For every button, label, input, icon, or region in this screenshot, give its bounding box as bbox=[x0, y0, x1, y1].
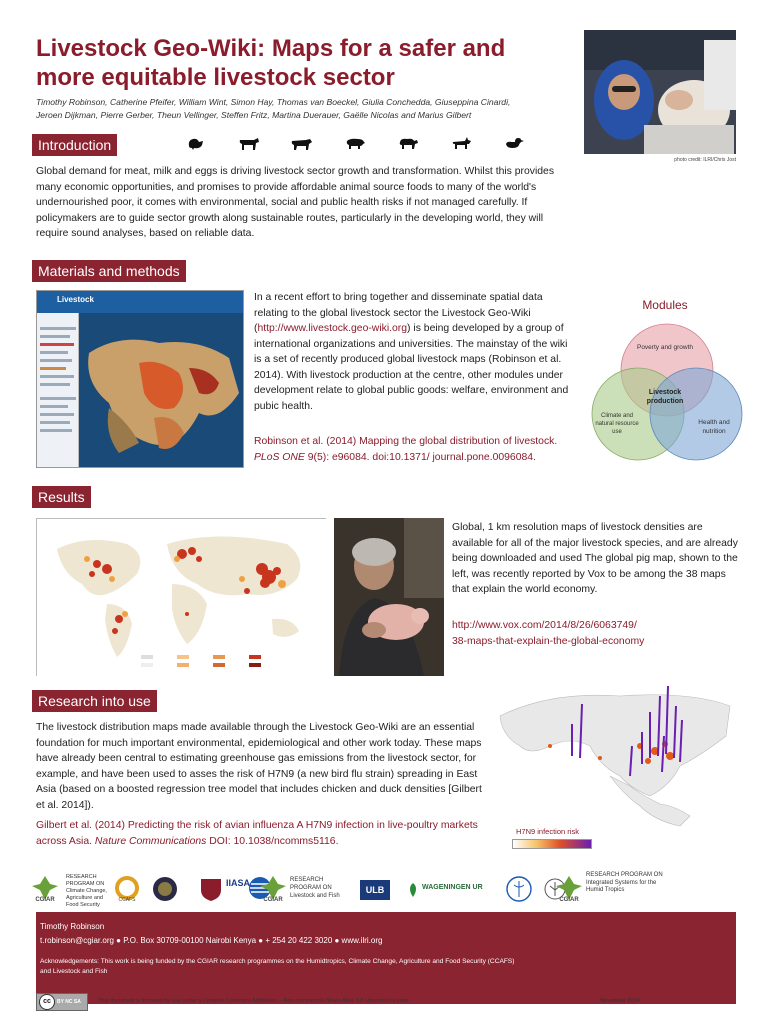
ccafs-program-text: RESEARCH PROGRAM ON Climate Change, Agriculture and Food Security bbox=[66, 874, 107, 908]
fao-logo-icon bbox=[506, 876, 532, 902]
ilri-years-word: YEARS bbox=[680, 968, 736, 982]
research-ref-journal: Nature Communications bbox=[94, 835, 207, 847]
global-pig-map-graphic bbox=[37, 519, 327, 677]
h7n9-legend-label: H7N9 infection risk bbox=[516, 827, 579, 836]
duck-icon bbox=[503, 136, 525, 150]
authors-line-2: Jeroen Dijkman, Pierre Gerber, Theun Vellinger, Steffen Fritz, Martina Duerauer, Gaëlle Nicolas and Marius Gilbert bbox=[36, 110, 472, 120]
footer-ack-line-2: and Livestock and Fish bbox=[40, 968, 108, 975]
title-line-1: Livestock Geo-Wiki: Maps for a safer and bbox=[36, 35, 506, 62]
footer-contact: t.robinson@cgiar.org ● P.O. Box 30709-00100 Nairobi Kenya ● + 254 20 422 3020 ● www.ilri.org bbox=[40, 936, 383, 945]
vox-link-line-2[interactable]: 38-maps-that-explain-the-global-economy bbox=[452, 635, 645, 647]
materials-ref-main: Robinson et al. (2014) Mapping the global distribution of livestock. bbox=[254, 436, 558, 447]
geowiki-screenshot bbox=[36, 290, 244, 468]
ilri-logo-text: ILRI bbox=[680, 908, 736, 937]
poster-title bbox=[36, 34, 576, 92]
cc-icon: cc bbox=[39, 994, 55, 1010]
ccafs-logo-text: CCAFS bbox=[118, 897, 136, 903]
partner-logos bbox=[30, 872, 740, 906]
research-text: The livestock distribution maps made available through the Livestock Geo-Wiki are an essential foundation for much important environmental, epidemiological and other work today. These maps have already been central to estimating greenhouse gas emissions from the livestock sector, for example, and have been used to asses the risk of H7N9 (a new bird flu strain) spreading in East Asia (based on a boosted regression tree model that includes chicken and duck densities [Gilbert et al. 2014]). bbox=[36, 722, 482, 811]
h7n9-legend-gradient bbox=[512, 839, 592, 849]
author-list bbox=[36, 96, 576, 122]
geowiki-panel-list bbox=[37, 313, 79, 468]
venn-label-right: Health and nutrition bbox=[698, 419, 730, 435]
cgiar-logo-text: CGIAR bbox=[35, 897, 55, 903]
buffalo-icon bbox=[291, 136, 313, 150]
university-seal-icon bbox=[152, 876, 178, 902]
research-ref-tail: DOI: 10.1038/ncomms5116. bbox=[206, 835, 339, 847]
geowiki-header-bar bbox=[37, 291, 243, 313]
vox-link[interactable] bbox=[452, 618, 742, 649]
license-text: This document is licensed for use under a Creative Commons Attribution – Non commercial-Share Alike 3.0 Unported License bbox=[98, 998, 409, 1004]
cgiar-logo-2-text: CGIAR bbox=[263, 897, 283, 903]
photo-credit: photo credit: ILRI/Chris Jost bbox=[674, 157, 736, 163]
materials-text bbox=[254, 290, 574, 414]
pig-icon bbox=[344, 136, 366, 150]
materials-text-start: In a recent effort to bring together and disseminate spatial data relating to the global livestock sector the Livestock Geo-Wiki ( bbox=[254, 292, 543, 334]
iiasa-logo-text: IIASA bbox=[226, 878, 251, 888]
wageningen-leaf-icon bbox=[406, 882, 420, 898]
venn-label-top: Poverty and growth bbox=[636, 344, 693, 351]
livestock-fish-text: RESEARCH PROGRAM ON Livestock and Fish bbox=[290, 877, 340, 899]
modules-title: Modules bbox=[642, 298, 688, 312]
materials-reference bbox=[254, 434, 574, 465]
geowiki-side-panel bbox=[37, 313, 79, 468]
venn-label-left: Climate and natural resource use bbox=[595, 413, 639, 435]
venn-circle-health bbox=[650, 368, 742, 460]
woman-with-piglet-photo bbox=[334, 518, 444, 676]
footer-name: Timothy Robinson bbox=[40, 922, 105, 931]
vox-link-line-1[interactable]: http://www.vox.com/2014/8/26/6063749/ bbox=[452, 620, 637, 631]
introduction-heading: Introduction bbox=[32, 134, 117, 156]
materials-ref-tail: 9(5): e96084. doi:10.1371/ journal.pone.0096084. bbox=[304, 451, 536, 463]
wageningen-logo-text: WAGENINGEN UR bbox=[422, 884, 483, 891]
cgiar-logo-3-text: CGIAR bbox=[559, 897, 579, 903]
global-pig-map bbox=[36, 518, 326, 676]
geowiki-logo: Livestock bbox=[57, 295, 94, 304]
research-heading: Research into use bbox=[32, 690, 157, 712]
research-reference bbox=[36, 818, 490, 849]
research-ref-main: Gilbert et al. (2014) Predicting the risk of avian influenza A H7N9 infection in live-poultry markets across Asia. bbox=[36, 820, 478, 847]
crest-logo-icon bbox=[198, 876, 224, 902]
geowiki-globe-map bbox=[79, 313, 244, 468]
geowiki-link[interactable]: http://www.livestock.geo-wiki.org bbox=[257, 323, 408, 334]
humidtropics-text: RESEARCH PROGRAM ON Integrated Systems for the Humid Tropics bbox=[586, 872, 663, 893]
header-photo bbox=[584, 30, 736, 154]
ilri-logo-rule-right bbox=[718, 954, 736, 955]
materials-ref-journal: PLoS ONE bbox=[254, 451, 305, 463]
venn-label-center: Livestock production bbox=[646, 389, 684, 405]
materials-text-end: ) is being developed by a group of international organizations and universities. The mainstay of the wiki is a set of recently produced global livestock maps (Robinson et al. 2014). With livestock production at the centre, other modules under development relate to global public goods: welfare, environment and pubic health. bbox=[254, 323, 569, 412]
ulb-logo: ULB bbox=[360, 880, 390, 900]
introduction-text: Global demand for meat, milk and eggs is driving livestock sector growth and transformation. Whilst this provides many economic opportunities, and promises to provide affordable animal source foods to many of the world's undernourished poor, it comes with environmental, social and public health risks if not managed carefully. If policymakers are to guide sector growth along sustainable routes, particularly in the developing world, they will require sound analyses, based on reliable data. bbox=[36, 166, 555, 239]
goat-icon bbox=[450, 136, 472, 150]
authors-line-1: Timothy Robinson, Catherine Pfeifer, William Wint, Simon Hay, Thomas van Boeckel, Giulia Conchedda, Giuseppina Cinardi, bbox=[36, 97, 511, 107]
results-heading: Results bbox=[32, 486, 91, 508]
woman-with-piglet-illustration bbox=[334, 518, 444, 676]
title-line-2: more equitable livestock sector bbox=[36, 64, 395, 91]
h7n9-risk-map bbox=[490, 676, 740, 832]
results-text: Global, 1 km resolution maps of livestock densities are available for all of the major livestock species, and are already being downloaded and used The global pig map, shown to the left, was recently reported by Vox to be among the 38 maps that explain the world economy. bbox=[452, 522, 738, 595]
poster-date: November 2014 bbox=[600, 998, 640, 1004]
chicken-icon bbox=[185, 136, 207, 150]
footer-ack-line-1: Acknowledgements: This work is being funded by the CGIAR research programmes on the Humidtropics, Climate Change, Agriculture and Food Security (CCAFS) bbox=[40, 958, 515, 965]
header-photo-illustration bbox=[584, 30, 736, 154]
cc-badge-text: BY NC SA bbox=[57, 999, 81, 1005]
cow-icon bbox=[238, 136, 260, 150]
cc-license-badge bbox=[36, 993, 88, 1011]
livestock-silhouettes bbox=[185, 134, 525, 152]
materials-heading: Materials and methods bbox=[32, 260, 186, 282]
sheep-icon bbox=[397, 136, 419, 150]
ilri-years-number: 40 bbox=[700, 942, 716, 959]
